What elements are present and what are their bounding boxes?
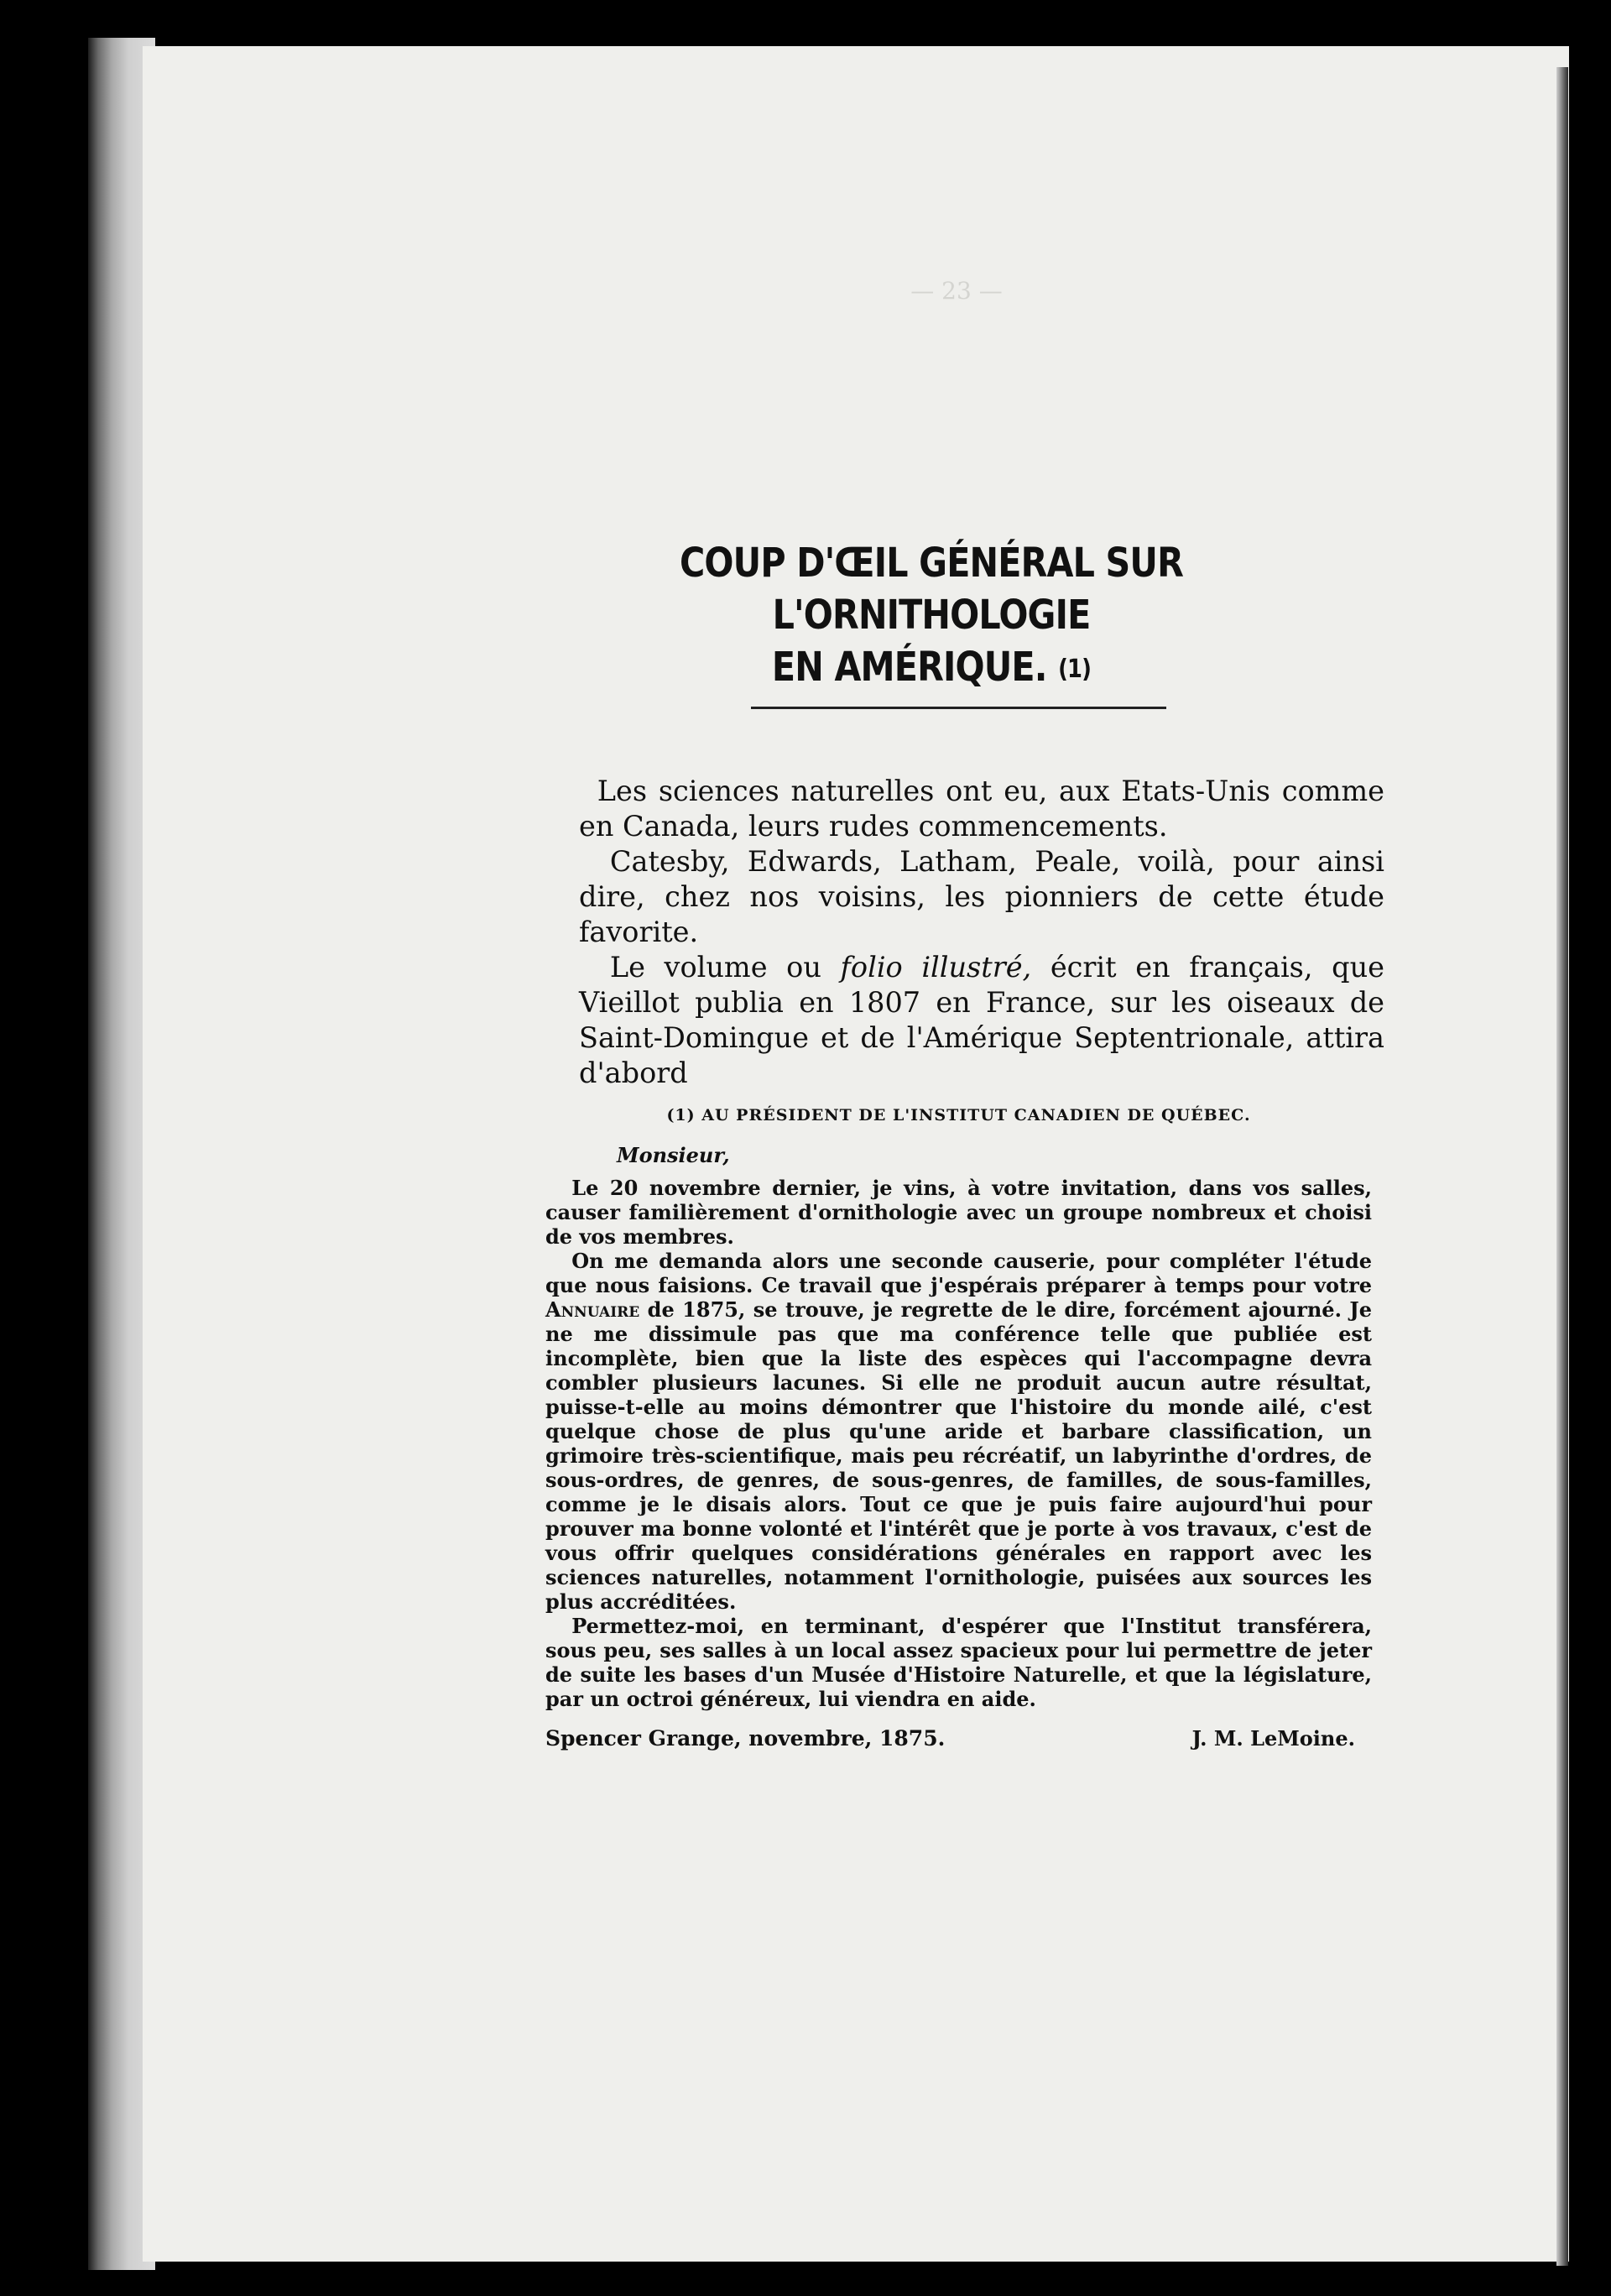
- body-paragraph-2: Catesby, Edwards, Latham, Peale, voilà, pour ainsi dire, chez nos voisins, les pionniers de cette étude favorite.: [579, 845, 1384, 948]
- footnote-signature-line: [545, 1726, 1372, 1756]
- body-p3-start: Le volume ou: [609, 951, 841, 984]
- footnote-salutation: Monsieur,: [617, 1143, 730, 1167]
- title-rule: [751, 707, 1166, 709]
- title-footnote-marker: (1): [1058, 655, 1092, 684]
- footnote-paragraph-2: [545, 1249, 1372, 1614]
- body-text: [579, 774, 1384, 1091]
- title-line-1: COUP D'ŒIL GÉNÉRAL SUR L'ORNITHOLOGIE: [679, 540, 1183, 639]
- body-paragraph-1: Les sciences naturelles ont eu, aux Etats-Unis comme en Canada, leurs rudes commencements.: [579, 775, 1384, 843]
- footnote-paragraph-1: Le 20 novembre dernier, je vins, à votre invitation, dans vos salles, causer familièrement d'ornithologie avec un groupe nombreux et choisi de vos membres.: [545, 1176, 1372, 1249]
- footnote-p2-annuaire: Annuaire: [545, 1297, 640, 1322]
- signature: J. M. LeMoine.: [1191, 1726, 1355, 1751]
- running-head: — 23 —: [910, 277, 1003, 305]
- footnote-p2-end: de 1875, se trouve, je regrette de le dire, forcément ajourné. Je ne me dissimule pas que ma conférence telle que publiée est incomplète, bien que la liste des espèces qui l'accompagne devra combler plusieurs lacunes. Si elle ne produit aucun autre résultat, puisse-t-elle au moins démontrer que l'histoire du monde ailé, c'est quelque chose de plus qu'une aride et barbare classification, un grimoire très-scientifique, mais peu récréatif, un labyrinthe d'ordres, de sous-ordres, de genres, de sous-genres, de familles, de sous-familles, comme je le disais alors. Tout ce que je puis faire aujourd'hui pour prouver ma bonne volonté et l'intérêt que je porte à vos travaux, c'est de vous offrir quelques considérations générales en rapport avec les sciences naturelles, notamment l'ornithologie, puisées aux sources les plus accréditées.: [545, 1297, 1372, 1614]
- title-line-2-text: EN AMÉRIQUE.: [771, 644, 1047, 691]
- footnote-p2-start: On me demanda alors une seconde causerie, pour compléter l'étude que nous faisions. Ce travail que j'espérais préparer à temps pour votre: [545, 1249, 1372, 1297]
- footnote-paragraph-3: Permettez-moi, en terminant, d'espérer que l'Institut transférera, sous peu, ses salles à un local assez spacieux pour lui permettre de jeter de suite les bases d'un Musée d'Histoire Naturelle, et que la législature, par un octroi généreux, lui viendra en aide.: [545, 1614, 1372, 1711]
- footnote-heading: (1) AU PRÉSIDENT DE L'INSTITUT CANADIEN DE QUÉBEC.: [666, 1106, 1251, 1125]
- book-spine-shadow: [1556, 67, 1568, 2266]
- footnote: [545, 1104, 1372, 1756]
- place-date: Spencer Grange, novembre, 1875.: [545, 1726, 946, 1751]
- title-line-2: [534, 641, 1328, 696]
- body-paragraph-3: [579, 950, 1384, 1091]
- body-p3-end: écrit en français, que Vieillot publia en 1807 en France, sur les oiseaux de Saint-Domingue et de l'Amérique Septentrionale, attira d'abord: [579, 951, 1384, 1089]
- body-p3-italic: folio illustré,: [840, 951, 1032, 984]
- page-title: [534, 537, 1328, 696]
